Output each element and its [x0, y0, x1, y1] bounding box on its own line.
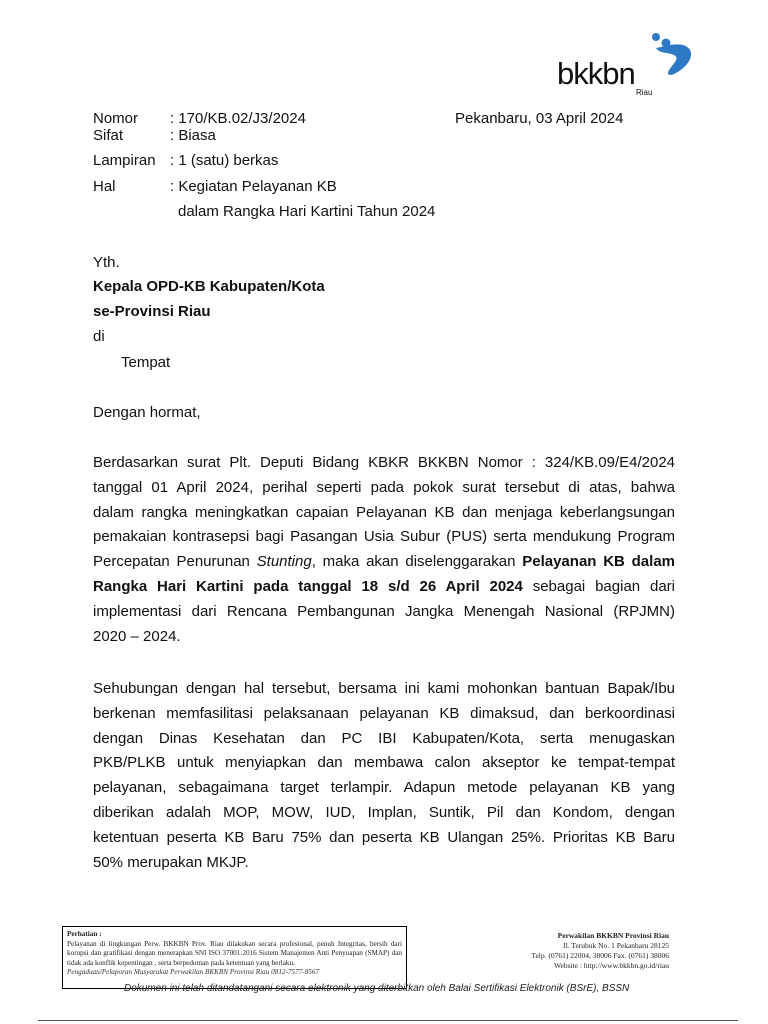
yth: Yth.	[93, 254, 120, 271]
paragraph-2-line: Sehubungan dengan hal tersebut, bersama ini kami mohonkan bantuan Bapak/Ibu	[93, 680, 675, 697]
office-address	[531, 931, 669, 971]
event-date-emphasis: Rangka Hari Kartini pada tanggal 18 s/d 26 April 2024	[93, 577, 523, 595]
paragraph-2-line: dengan Dinas Kesehatan dan PC IBI Kabupaten/Kota, serta menugaskan	[93, 729, 675, 747]
bkkbn-logo-icon	[644, 30, 694, 80]
paragraph-2-line: 50% merupakan MKJP.	[93, 853, 249, 871]
hal-value: : Kegiatan Pelayanan KB	[170, 178, 337, 195]
attention-note-box	[62, 926, 407, 989]
paragraph-1-line: Percepatan Penurunan Stunting, maka akan diselenggarakan Pelayanan KB dalam	[93, 553, 675, 571]
paragraph-2-line: pelayanan, sebagaimana target terlampir. Adapun metode pelayanan KB yang	[93, 779, 675, 797]
office-name: Perwakilan BKKBN Provinsi Riau	[557, 931, 669, 940]
paragraph-1-line: tanggal 01 April 2024, perihal seperti pada pokok surat tersebut di atas, bahwa	[93, 478, 675, 496]
lampiran-value: : 1 (satu) berkas	[170, 152, 279, 169]
sifat-value: : Biasa	[170, 127, 216, 144]
note-complaint-line: Pengaduan/Pelaporan Masyarakat Perwakilan BKKBN Provinsi Riau 0812-7577-8567	[67, 968, 320, 977]
note-body: Pelayanan di lingkungan Perw. BKKBN Prov. Riau dilakukan secara profesional, penuh Integritas, bersih dari korupsi dan gratifikasi dengan menerapkan SNI ISO 37001:2016 Sistem Manajemen Anti Penyuapan (SMAP) dan tidak ada konflik kepentingan , serta berpedoman pada ketentuan yang berlaku.	[67, 939, 402, 967]
recipient-tempat: Tempat	[121, 354, 171, 371]
paragraph-1-line: Berdasarkan surat Plt. Deputi Bidang KBKR BKKBN Nomor : 324/KB.09/E4/2024	[93, 454, 675, 471]
paragraph-1-line: 2020 – 2024.	[93, 627, 181, 645]
paragraph-2-line: berkenan memfasilitasi pelaksanaan pelayanan KB dimaksud, dan berkoordinasi	[93, 704, 675, 722]
hal-value-continued: dalam Rangka Hari Kartini Tahun 2024	[178, 203, 436, 220]
paragraph-1-line: pemakaian kontrasepsi bagi Pasangan Usia Subur (PUS) serta mendukung Program	[93, 528, 675, 546]
paragraph-1-line: dalam rangka meningkatkan capaian Pelayanan KB dan menjaga keberlangsungan	[93, 503, 675, 521]
electronic-signature-notice: Dokumen ini telah ditandatangani secara elektronik yang diterbitkan oleh Balai Sertifikasi Elektronik (BSrE), BSSN	[124, 983, 630, 994]
stunting-term: Stunting	[256, 553, 312, 571]
paragraph-2-line: PKB/PLKB untuk menyiapkan dan membawa calon akseptor ke tempat-tempat	[93, 754, 675, 772]
note-title: Perhatian :	[67, 930, 102, 938]
paragraph-1-line: Rangka Hari Kartini pada tanggal 18 s/d 26 April 2024 sebagai bagian dari	[93, 577, 675, 595]
paragraph-1	[93, 451, 675, 649]
event-emphasis: Pelayanan KB dalam	[522, 553, 675, 571]
nomor-value: : 170/KB.02/J3/2024	[170, 110, 306, 127]
office-street: Jl. Terubuk No. 1 Pekanbaru 28125	[562, 941, 669, 950]
paragraph-2	[93, 677, 675, 875]
paragraph-1-line: implementasi dari Rencana Pembangunan Jangka Menengah Nasional (RPJMN)	[93, 602, 675, 620]
paragraph-2-line: diberikan adalah MOP, MOW, IUD, Implan, Suntik, Pil dan Kondom, dengan	[93, 803, 675, 821]
hal-label: Hal	[93, 178, 116, 195]
office-website: Website : http://www.bkkbn.go.id/riau	[554, 961, 669, 970]
nomor-label: Nomor	[93, 110, 139, 127]
logo-wordmark: bkkbn	[557, 56, 635, 91]
paragraph-2-line: ketentuan peserta KB Baru 75% dan peserta KB Ulangan 25%. Prioritas KB Baru	[93, 828, 675, 846]
greeting: Dengan hormat,	[93, 404, 201, 421]
recipient-line-1: Kepala OPD-KB Kabupaten/Kota	[93, 278, 325, 295]
recipient-di: di	[93, 328, 105, 345]
place-date: Pekanbaru, 03 April 2024	[455, 110, 624, 127]
logo-region: Riau	[636, 88, 653, 97]
footer-divider	[38, 1020, 738, 1021]
office-phone: Telp. (0761) 22004, 38006 Fax. (0761) 38006	[531, 951, 669, 960]
sifat-label: Sifat	[93, 127, 124, 144]
lampiran-label: Lampiran	[93, 152, 156, 169]
recipient-line-2: se-Provinsi Riau	[93, 303, 211, 320]
